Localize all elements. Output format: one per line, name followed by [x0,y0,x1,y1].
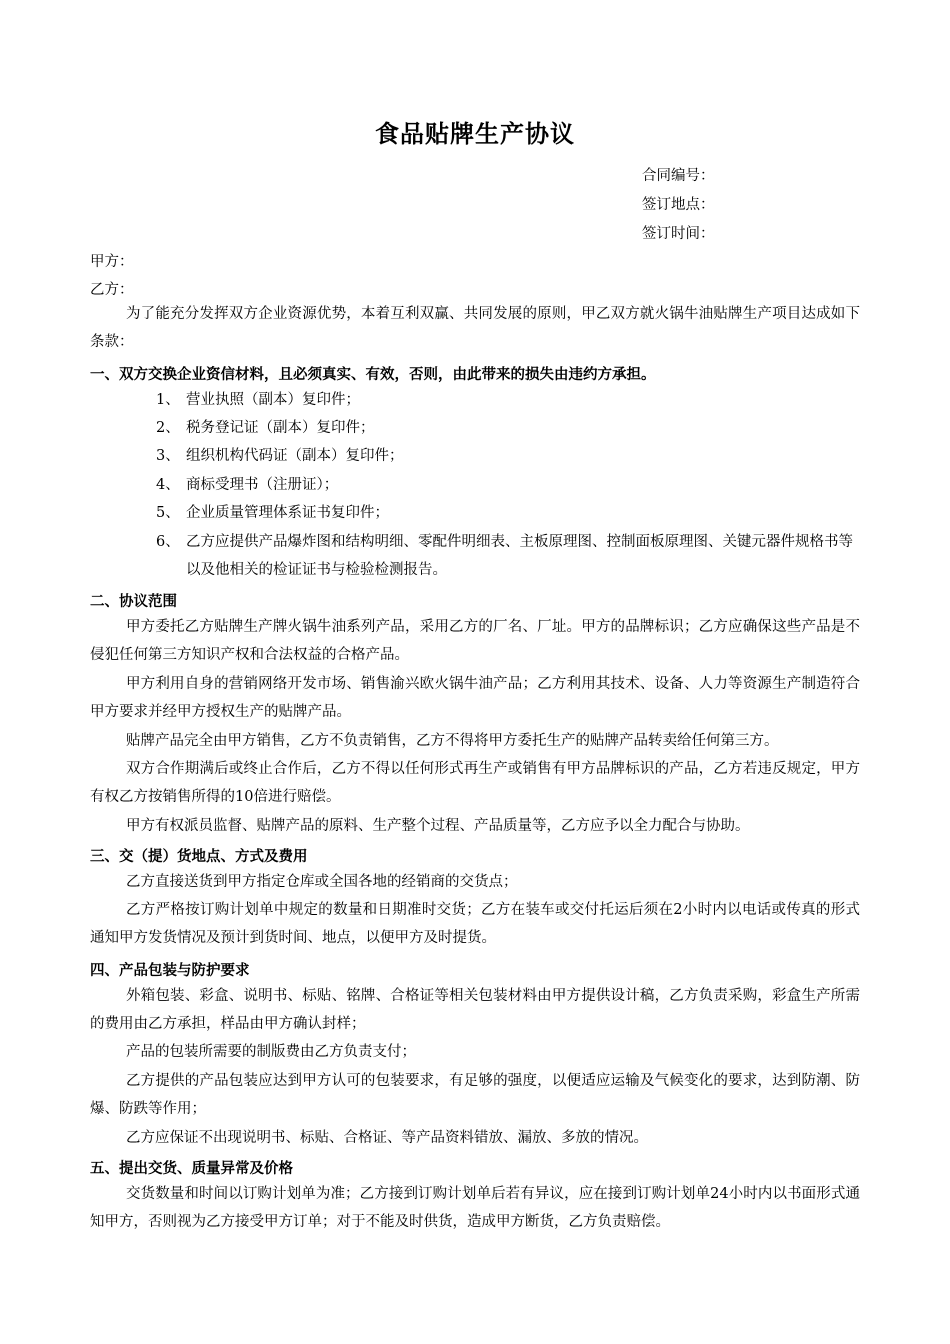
section-2-paragraph: 双方合作期满后或终止合作后，乙方不得以任何形式再生产或销售有甲方品牌标识的产品，乙方若违反规定，甲方有权乙方按销售所得的10倍进行赔偿。 [90,761,860,805]
list-item-number: 5、 [156,505,180,521]
sign-time-label: 签订时间： [642,226,715,242]
list-item-text: 商标受理书（注册证）； [186,477,339,493]
sign-place-label: 签订地点： [642,197,715,213]
section-2-heading: 二、协议范围 [90,594,177,610]
list-item-text: 营业执照（副本）复印件； [186,392,360,408]
section-2-paragraph: 甲方利用自身的营销网络开发市场、销售渝兴欧火锅牛油产品；乙方利用其技术、设备、人力等资源生产制造符合甲方要求并经甲方授权生产的贴牌产品。 [90,676,860,720]
section-5-paragraph: 交货数量和时间以订购计划单为准；乙方接到订购计划单后若有异议，应在接到订购计划单24小时内以书面形式通知甲方，否则视为乙方接受甲方订单；对于不能及时供货，造成甲方断货，乙方负责赔偿。 [90,1186,860,1230]
list-item-number: 3、 [156,448,180,464]
section-4-paragraph: 产品的包装所需要的制版费由乙方负责支付； [126,1044,416,1060]
party-b-label: 乙方： [90,282,134,298]
section-2-paragraph: 甲方委托乙方贴牌生产牌火锅牛油系列产品，采用乙方的厂名、厂址。甲方的品牌标识；乙方应确保这些产品是不侵犯任何第三方知识产权和合法权益的合格产品。 [90,619,860,663]
document-title: 食品贴牌生产协议 [375,120,575,148]
section-4-heading: 四、产品包装与防护要求 [90,963,250,979]
list-item [156,499,860,527]
list-item-number: 4、 [156,477,180,493]
list-item [156,442,860,470]
list-item-number: 6、 [156,534,180,550]
section-3-paragraph: 乙方直接送货到甲方指定仓库或全国各地的经销商的交货点； [126,874,518,890]
section-4-paragraph: 乙方应保证不出现说明书、标贴、合格证、等产品资料错放、漏放、多放的情况。 [126,1130,648,1146]
list-item [156,386,860,414]
section-3-paragraph: 乙方严格按订购计划单中规定的数量和日期准时交货；乙方在装车或交付托运后须在2小时内以电话或传真的形式通知甲方发货情况及预计到货时间、地点，以便甲方及时提货。 [90,902,860,946]
party-a-label: 甲方： [90,254,134,270]
list-item-number: 2、 [156,420,180,436]
list-item [156,528,860,584]
intro-paragraph: 为了能充分发挥双方企业资源优势，本着互利双赢、共同发展的原则，甲乙双方就火锅牛油贴牌生产项目达成如下条款： [90,306,860,350]
section-5-heading: 五、提出交货、质量异常及价格 [90,1161,293,1177]
list-item [156,414,860,442]
section-1-heading: 一、双方交换企业资信材料，且必须真实、有效，否则，由此带来的损失由违约方承担。 [90,367,656,383]
section-4-paragraph: 外箱包装、彩盒、说明书、标贴、铭牌、合格证等相关包装材料由甲方提供设计稿，乙方负责采购，彩盒生产所需的费用由乙方承担，样品由甲方确认封样； [90,988,860,1032]
section-2-paragraph: 甲方有权派员监督、贴牌产品的原料、生产整个过程、产品质量等，乙方应予以全力配合与协助。 [126,818,750,834]
list-item-text: 组织机构代码证（副本）复印件； [186,448,404,464]
section-4-paragraph: 乙方提供的产品包装应达到甲方认可的包装要求，有足够的强度，以便适应运输及气候变化的要求，达到防潮、防爆、防跌等作用； [90,1073,860,1117]
list-item-text: 乙方应提供产品爆炸图和结构明细、零配件明细表、主板原理图、控制面板原理图、关键元器件规格书等以及他相关的检证证书与检验检测报告。 [186,534,853,578]
list-item-text: 企业质量管理体系证书复印件； [186,505,389,521]
section-2-paragraph: 贴牌产品完全由甲方销售，乙方不负责销售，乙方不得将甲方委托生产的贴牌产品转卖给任何第三方。 [126,733,779,749]
section-3-heading: 三、交（提）货地点、方式及费用 [90,849,308,865]
contract-number-label: 合同编号： [642,168,715,184]
list-item [156,471,860,499]
list-item-text: 税务登记证（副本）复印件； [186,420,375,436]
list-item-number: 1、 [156,392,180,408]
